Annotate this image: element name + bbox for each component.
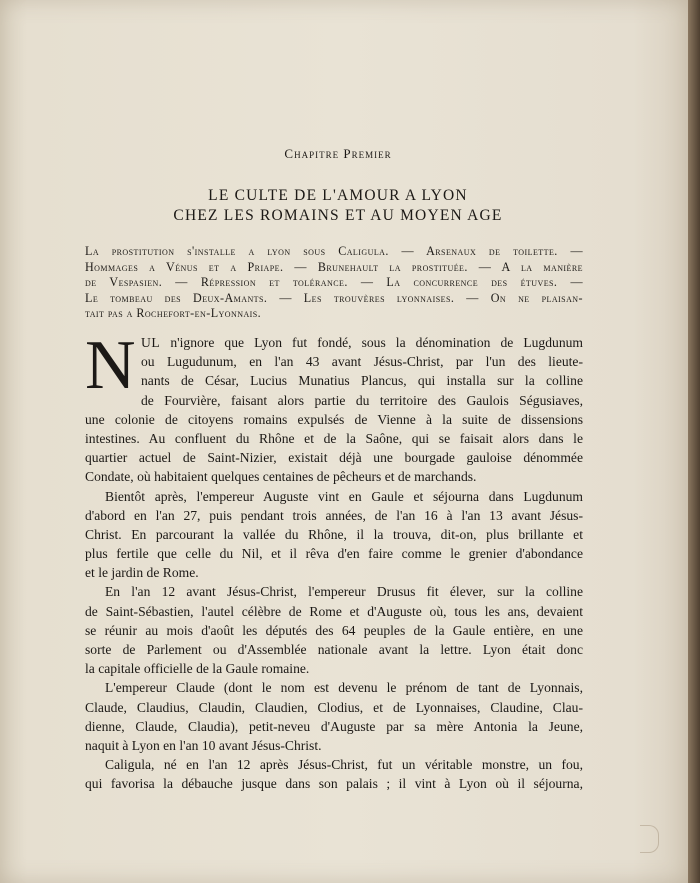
body-line: Condate, où habitaient quelques centaines de pêcheurs et de marchands. [85,469,477,485]
body-line: se réunir au mois d'août les députés des 64 peuples de la Gaule entière, en une [85,622,583,638]
body-line [85,333,583,352]
body-line: de Saint-Sébastien, l'autel célèbre de Rome et d'Auguste où, tous les ans, devaient [85,603,583,619]
body-line-1-text: n'ignore que Lyon fut fondé, sous la dénomination de Lugdunum [170,335,583,350]
chapter-title-line-1: LE CULTE DE L'AMOUR A LYON [208,187,468,204]
body-line: naquit à Lyon en l'an 10 avant Jésus-Christ. [85,737,322,753]
first-word-rest: UL [141,335,161,350]
chapter-summary [85,244,583,322]
chapter-title [0,186,676,226]
body-line: Claude, Claudius, Claudin, Claudien, Clodius, et de Lyonnaises, Claudine, Clau- [85,699,583,715]
drop-cap: N [85,327,136,404]
body-line: Christ. En parcourant la vallée du Rhône, il la trouva, dit-on, plus brillante et [85,526,583,542]
chapter-title-line-2: CHEZ LES ROMAINS ET AU MOYEN AGE [173,207,503,224]
chapter-heading: Chapitre Premier [284,146,392,161]
body-line: L'empereur Claude (dont le nom est devenu le prénom de tant de Lyonnais, [105,680,583,696]
summary-line: La prostitution s'installe a lyon sous Caligula. — Arsenaux de toilette. — [85,244,583,258]
body-line: de Fourvière, faisant alors partie du territoire des Gaulois Ségusiaves, [141,392,583,408]
body-line: quartier actuel de Saint-Nizier, existait déjà une bourgade gauloise dénommée [85,450,583,466]
body-line: dienne, Claude, Claudia), petit-neveu d'Auguste par sa mère Antonia la Jeune, [85,718,583,734]
summary-line: Hommages a Vénus et a Priape. — Brunehault la prostituée. — A la manière [85,259,583,274]
body-line: En l'an 12 avant Jésus-Christ, l'empereur Drusus fit élever, sur la colline [105,584,583,600]
body-text [85,327,583,794]
body-line: Bientôt après, l'empereur Auguste vint en Gaule et séjourna dans Lugdunum [105,488,583,504]
body-line: intestines. Au confluent du Rhône et de la Saône, qui se faisait alors dans le [85,430,583,446]
body-line: Caligula, né en l'an 12 après Jésus-Christ, fut un véritable monstre, un fou, [105,757,583,773]
body-line: plus fertile que celle du Nil, et il rêva d'en faire comme le grenier d'abondance [85,546,583,562]
summary-line: Le tombeau des Deux-Amants. — Les trouvères lyonnaises. — On ne plaisan- [85,290,583,305]
body-line: la capitale officielle de la Gaule romaine. [85,661,310,677]
paper-mark [640,825,659,853]
body-line: ou Lugudunum, en l'an 43 avant Jésus-Christ, par l'un des lieute- [141,354,583,370]
summary-line: de Vespasien. — Répression et tolérance. — La concurrence des étuves. — [85,275,583,290]
body-line: et le jardin de Rome. [85,565,199,581]
summary-line: tait pas a Rochefort-en-Lyonnais. [85,306,262,321]
body-line: nants de César, Lucius Munatius Plancus, qui installa sur la colline [141,373,583,389]
body-line: une colonie de citoyens romains expulsés de Vienne à la suite de dissensions [85,411,583,427]
body-line: sorte de Parlement ou d'Assemblée nationale avant la lettre. Lyon était donc [85,642,583,657]
body-line: d'abord en l'an 27, puis pendant trois années, de l'an 16 à l'an 13 avant Jésus- [85,507,583,523]
body-line: qui favorisa la débauche jusque dans son palais ; il vint à Lyon où il séjourna, [85,776,583,792]
page-edge [688,0,700,883]
